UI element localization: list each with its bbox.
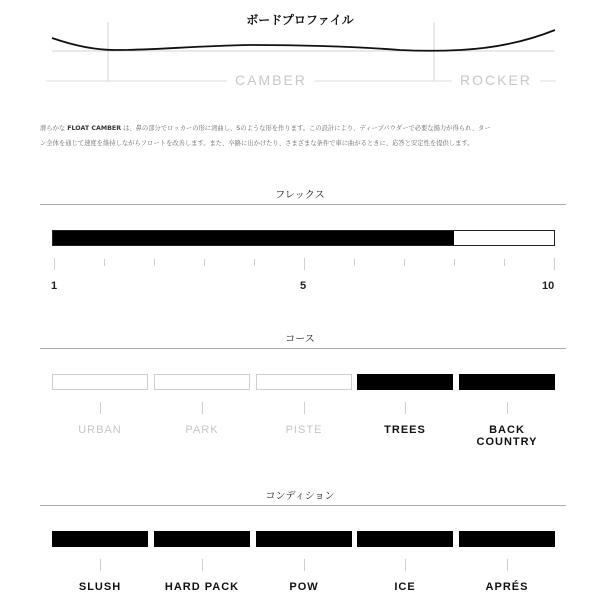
flex-tick [54, 258, 55, 270]
flex-tick [554, 258, 555, 270]
flex-mid-label: 5 [300, 280, 307, 292]
flex-divider [40, 204, 566, 205]
course-divider [40, 348, 566, 349]
flex-title: フレックス [275, 190, 325, 201]
condition-tick [304, 559, 305, 571]
course-label: URBAN [78, 424, 122, 436]
condition-tick [100, 559, 101, 571]
condition-label: POW [289, 581, 319, 593]
course-tick [304, 402, 305, 414]
course-segment-trees [357, 374, 453, 390]
flex-tick [404, 259, 405, 266]
course-segment-back-country [459, 374, 555, 390]
condition-tick [405, 559, 406, 571]
condition-segment-slush [52, 531, 148, 547]
flex-tick [504, 259, 505, 266]
condition-divider [40, 505, 566, 506]
flex-tick [104, 259, 105, 266]
condition-segment-ice [357, 531, 453, 547]
course-title: コース [285, 334, 315, 345]
flex-max-label: 10 [542, 280, 555, 292]
float-camber-term: FLOAT CAMBER [67, 125, 122, 132]
course-segment-urban [52, 374, 148, 390]
board-profile-title: ボードプロファイル [246, 13, 354, 27]
condition-title: コンディション [265, 491, 335, 502]
flex-tick [254, 259, 255, 266]
condition-label: APRÉS [485, 581, 529, 593]
course-label: PISTE [285, 424, 323, 436]
camber-label: CAMBER [227, 72, 315, 88]
course-segment-park [154, 374, 250, 390]
flex-tick [454, 259, 455, 266]
course-tick [202, 402, 203, 414]
condition-segment-hard-pack [154, 531, 250, 547]
condition-segment-apr-s [459, 531, 555, 547]
flex-fill [53, 231, 454, 245]
flex-tick [354, 259, 355, 266]
condition-label: SLUSH [78, 581, 122, 593]
course-segment-piste [256, 374, 352, 390]
course-tick [507, 402, 508, 414]
course-label: BACK COUNTRY [476, 424, 538, 448]
profile-description: 滑らかな FLOAT CAMBER は、鼻の部分でロッカーの形に湾曲し、Sのような形を作ります。この設計により、ディープパウダーで必要な揚力が得られ、ター ン全体を通じて速度を維持しながらフロートを改善します。また、卒路に出かけたり、さまざまな条件で車に曲がるときに、応答と安定性を提供します。 [40, 125, 491, 147]
flex-min-label: 1 [51, 280, 58, 292]
rocker-label: ROCKER [452, 72, 540, 88]
condition-tick [202, 559, 203, 571]
course-label: TREES [384, 424, 426, 436]
flex-tick [154, 259, 155, 266]
course-label: PARK [185, 424, 219, 436]
flex-tick [204, 259, 205, 266]
course-tick [405, 402, 406, 414]
condition-label: ICE [394, 581, 416, 593]
condition-label: HARD PACK [164, 581, 240, 593]
condition-segment-pow [256, 531, 352, 547]
course-tick [100, 402, 101, 414]
flex-bar [52, 230, 555, 246]
condition-tick [507, 559, 508, 571]
flex-tick [304, 258, 305, 270]
